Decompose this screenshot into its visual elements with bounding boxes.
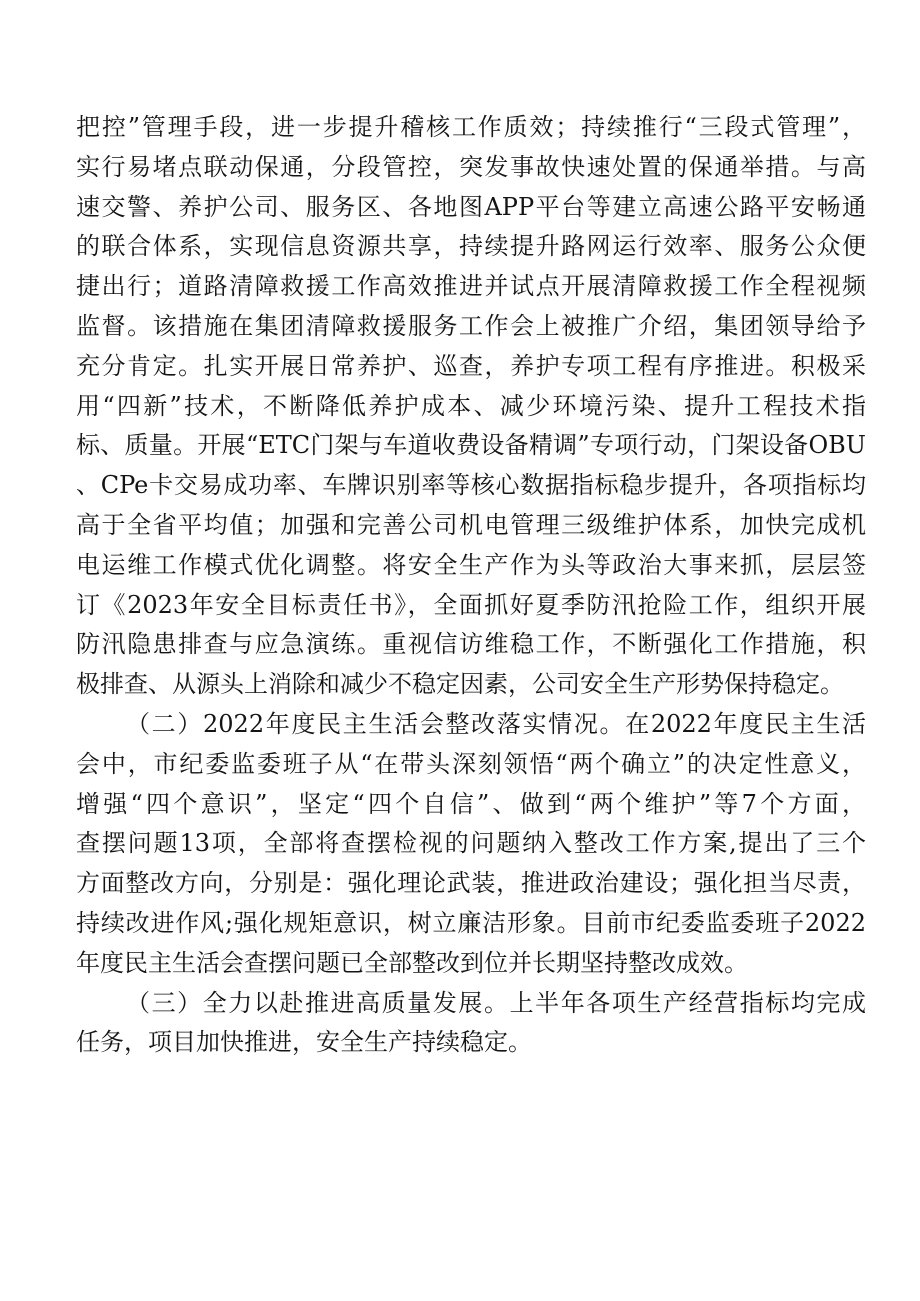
text-line: 速交警、养护公司、服务区、各地图APP平台等建立高速公路平安畅通 (76, 192, 866, 221)
document-body (76, 108, 866, 1063)
section-heading-line: （三）全力以赴推进高质量发展。上半年各项生产经营指标均完成 (126, 988, 866, 1017)
text-line: 实行易堵点联动保通，分段管控，突发事故快速处置的保通举措。与高 (76, 152, 866, 181)
text-line: 标、质量。开展“ETC门架与车道收费设备精调”专项行动，门架设备OBU (76, 431, 866, 460)
text-line: 任务，项目加快推进，安全生产持续稳定。 (76, 1028, 532, 1057)
text-line: 查摆问题13项，全部将查摆检视的问题纳入整改工作方案,提出了三个 (76, 829, 866, 858)
text-line: 、CPe卡交易成功率、车牌识别率等核心数据指标稳步提升，各项指标均 (76, 471, 866, 500)
text-line: 方面整改方向，分别是：强化理论武装，推进政治建设；强化担当尽责， (76, 869, 866, 898)
text-line: 高于全省平均值；加强和完善公司机电管理三级维护体系，加快完成机 (76, 510, 866, 539)
text-line: 增强“四个意识”，坚定“四个自信”、做到“两个维护”等7个方面， (76, 789, 866, 818)
text-line: 极排查、从源头上消除和减少不稳定因素，公司安全生产形势保持稳定。 (76, 670, 844, 699)
paragraph-work-progress (76, 108, 866, 705)
text-line: 捷出行；道路清障救援工作高效推进并试点开展清障救援工作全程视频 (76, 272, 866, 301)
text-line: 充分肯定。扎实开展日常养护、巡查，养护专项工程有序推进。积极采 (76, 351, 866, 380)
section-heading-line: （二）2022年度民主生活会整改落实情况。在2022年度民主生活 (126, 709, 866, 738)
text-line: 防汛隐患排查与应急演练。重视信访维稳工作，不断强化工作措施，积 (76, 630, 866, 659)
text-line: 的联合体系，实现信息资源共享，持续提升路网运行效率、服务公众便 (76, 232, 866, 261)
text-line: 用“四新”技术，不断降低养护成本、减少环境污染、提升工程技术指 (76, 391, 866, 420)
text-line: 监督。该措施在集团清障救援服务工作会上被推广介绍，集团领导给予 (76, 311, 866, 340)
text-line: 年度民主生活会查摆问题已全部整改到位并长期坚持整改成效。 (76, 948, 748, 977)
paragraph-high-quality-development (76, 984, 866, 1064)
text-line: 持续改进作风;强化规矩意识，树立廉洁形象。目前市纪委监委班子2022 (76, 908, 866, 937)
text-line: 订《2023年安全目标责任书》，全面抓好夏季防汛抢险工作，组织开展 (76, 590, 866, 619)
paragraph-democratic-life-meeting (76, 705, 866, 984)
text-line: 会中，市纪委监委班子从“在带头深刻领悟“两个确立”的决定性意义， (76, 749, 866, 778)
text-line: 把控”管理手段，进一步提升稽核工作质效；持续推行“三段式管理”， (76, 113, 866, 141)
text-line: 电运维工作模式优化调整。将安全生产作为头等政治大事来抓，层层签 (76, 550, 866, 579)
